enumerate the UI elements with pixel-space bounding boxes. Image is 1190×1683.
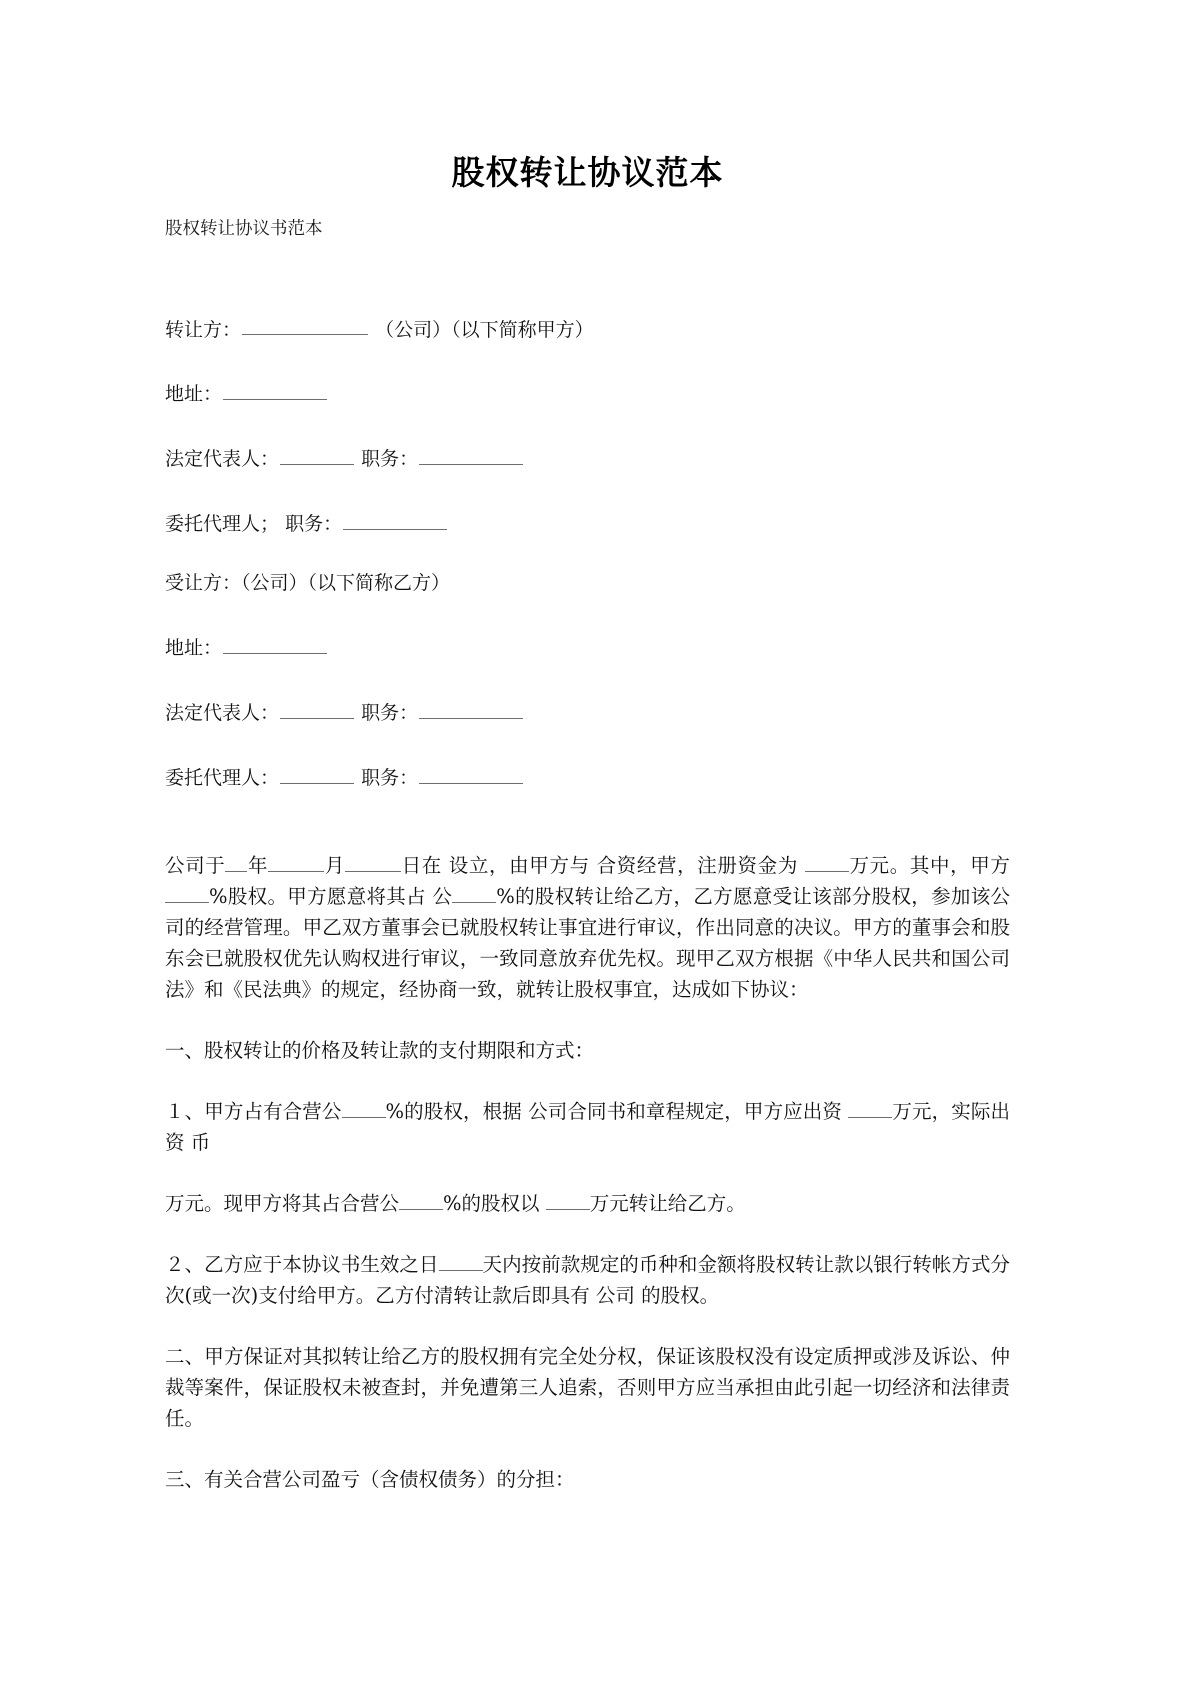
transferor-agent-position-label: 职务： [285, 513, 343, 536]
transferee-agent-line [165, 763, 1010, 788]
clause1b-share-blank[interactable] [399, 1189, 443, 1210]
transferee-agent-position-blank[interactable] [419, 763, 523, 784]
transferee-agent-label: 委托代理人： [165, 767, 280, 790]
transferee-legal-rep-blank[interactable] [280, 698, 354, 719]
preamble-text-e: 万元。其中，甲方 [848, 854, 1010, 878]
section-one-clause-2 [165, 1249, 1017, 1311]
preamble-text-f: %股权。甲方愿意将其占 公 [209, 885, 453, 909]
transferor-legal-rep-blank[interactable] [280, 444, 354, 465]
preamble-partya-share-blank[interactable] [165, 882, 209, 903]
clause1-text-c: 万元，实际出资 币 [165, 1100, 1010, 1155]
transferor-agent-label: 委托代理人； [165, 513, 280, 536]
section-three-heading: 三、有关合营公司盈亏（含债权债务）的分担： [165, 1468, 575, 1492]
transferor-address-blank[interactable] [223, 379, 327, 400]
parties-block [165, 243, 1010, 789]
clause2-text-b: 天内按前款规定的币种和金额将股权转让款以银行转帐方式分 次(或一次)支付给甲方。乙方付清转让款后即具有 公司 的股权。 [165, 1253, 1017, 1308]
transferor-address-label: 地址： [165, 383, 223, 406]
clause2-text-a: ２、乙方应于本协议书生效之日 [165, 1253, 439, 1277]
clause1b-price-blank[interactable] [546, 1189, 590, 1210]
transferor-legal-rep-label: 法定代表人： [165, 448, 280, 471]
preamble-text-b: 年 [247, 854, 269, 878]
section-one-heading: 一、股权转让的价格及转让款的支付期限和方式： [165, 1039, 595, 1063]
transferee-party-line: 受让方：（公司）（以下简称乙方） [165, 572, 451, 595]
clause1-contribution-blank[interactable] [848, 1097, 892, 1118]
preamble-paragraph [165, 850, 1010, 1005]
transferee-agent-blank[interactable] [280, 763, 354, 784]
page-title: 股权转让协议范本 [451, 153, 724, 192]
transferor-legal-rep-line [165, 444, 1010, 469]
transferor-agent-position-blank[interactable] [343, 509, 447, 530]
transferor-agent-line [165, 509, 1010, 534]
transferor-name-blank[interactable] [242, 315, 368, 336]
transferor-position-label: 职务： [361, 448, 419, 471]
transferee-address-label: 地址： [165, 637, 223, 660]
transferor-position-blank[interactable] [419, 444, 523, 465]
transferor-address-line [165, 379, 1010, 404]
document-subtitle: 股权转让协议书范本 [165, 219, 323, 240]
transferee-legal-rep-line [165, 698, 1010, 723]
transferee-agent-position-label: 职务： [361, 767, 419, 790]
section-one-clause-1 [165, 1096, 1010, 1158]
transferor-party-line [165, 315, 1010, 340]
transferee-position-label: 职务： [361, 702, 419, 725]
agreement-body [165, 828, 1017, 1495]
section-one-clause-1-cont [165, 1188, 1010, 1219]
transferee-position-blank[interactable] [419, 698, 523, 719]
preamble-text-d: 日在 设立，由甲方与 合资经营，注册资金为 [400, 854, 805, 878]
preamble-text-a: 公司于 [165, 854, 226, 878]
preamble-transfer-share-blank[interactable] [452, 882, 496, 903]
transferee-legal-rep-label: 法定代表人： [165, 702, 280, 725]
preamble-year-blank[interactable] [225, 851, 247, 872]
transferor-party-suffix: （公司）（以下简称甲方） [375, 318, 594, 341]
transferor-party-label: 转让方： [165, 318, 242, 341]
document-content [165, 0, 1017, 1525]
clause1-text-a: １、甲方占有合营公 [165, 1100, 342, 1124]
clause1b-text-a: 万元。现甲方将其占合营公 [165, 1192, 400, 1216]
clause1b-text-c: 万元转让给乙方。 [589, 1192, 746, 1216]
preamble-day-blank[interactable] [345, 851, 401, 872]
preamble-capital-blank[interactable] [805, 851, 849, 872]
clause1b-text-b: %的股权以 [443, 1192, 546, 1216]
clause1-share-blank[interactable] [342, 1097, 386, 1118]
clause2-days-blank[interactable] [439, 1250, 483, 1271]
clause1-text-b: %的股权，根据 公司合同书和章程规定，甲方应出资 [385, 1100, 849, 1124]
preamble-month-blank[interactable] [268, 851, 324, 872]
transferee-address-blank[interactable] [223, 633, 327, 654]
preamble-text-c: 月 [324, 854, 345, 878]
section-two-heading: 二、甲方保证对其拟转让给乙方的股权拥有完全处分权，保证该股权没有设定质押或涉及诉讼、仲裁等案件，保证股权未被查封，并免遭第三人追索，否则甲方应当承担由此引起一切经济和法律责任。 [165, 1345, 1010, 1431]
transferee-address-line [165, 633, 1010, 658]
preamble-text-g: %的股权转让给乙方，乙方愿意受让该部分股权，参加该公司的经营管理。甲乙双方董事会已就股权转让事宜进行审议，作出同意的决议。甲方的董事会和股东会已就股权优先认购权进行审议，一致同意放弃优先权。现甲乙双方根据《中华人民共和国公司法》和《民法典》的规定，经协商一致，就转让股权事宜，达成如下协议： [165, 885, 1010, 1002]
